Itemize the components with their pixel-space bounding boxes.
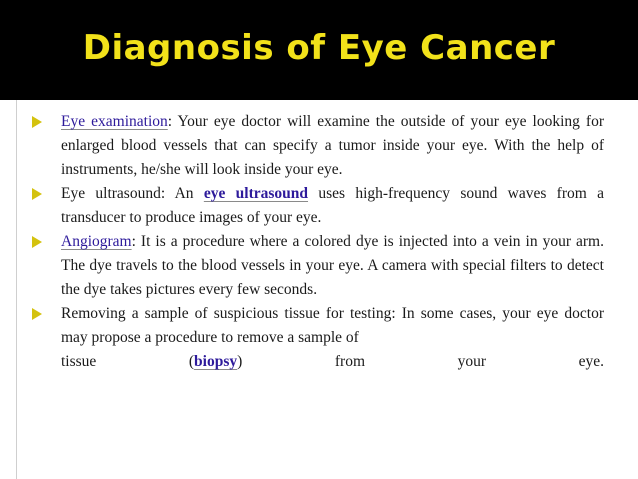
- bullet-text: : It is a procedure where a colored dye is injected into a vein in your arm. The dye travels to the blood vessels in your eye. A camera with special filters to detect the dye takes pictures every few seconds.: [61, 233, 604, 298]
- bullet-text: Removing a sample of suspicious tissue for testing: In some cases, your eye doctor may propose a procedure to remove a sample of: [61, 305, 604, 346]
- arrow-bullet-icon: [32, 308, 42, 320]
- eye-examination-link[interactable]: Eye examination: [61, 113, 168, 130]
- biopsy-group: [189, 350, 242, 374]
- eye-ultrasound-link[interactable]: eye ultrasound: [203, 185, 309, 202]
- bullet-text-suffix: uses high-frequency sound waves from a transducer to produce images of your eye.: [61, 185, 604, 226]
- left-divider: [16, 100, 17, 479]
- bullet-eye-ultrasound: [32, 182, 604, 230]
- arrow-bullet-icon: [32, 188, 42, 200]
- biopsy-link[interactable]: biopsy: [194, 353, 238, 370]
- bullet-biopsy: [32, 302, 604, 374]
- word-tissue: tissue: [61, 353, 97, 370]
- angiogram-link[interactable]: Angiogram: [61, 233, 132, 250]
- close-paren: ): [237, 353, 243, 370]
- arrow-bullet-icon: [32, 116, 42, 128]
- word-from: from: [334, 353, 366, 370]
- bullet-eye-examination: [32, 110, 604, 182]
- word-your: your: [457, 353, 486, 370]
- bullet-list: [32, 110, 604, 374]
- word-eye: eye.: [578, 353, 604, 370]
- title-bar: [0, 0, 638, 100]
- bullet-text: : Your eye doctor will examine the outside of your eye looking for enlarged blood vessels that can specify a tumor inside your eye. With the help of instruments, he/she will look inside your eye.: [61, 113, 604, 178]
- arrow-bullet-icon: [32, 236, 42, 248]
- open-paren: (: [188, 353, 195, 370]
- bullet-angiogram: [32, 230, 604, 302]
- bullet-text-prefix: Eye ultrasound: An: [61, 185, 204, 202]
- bullet-last-line: [61, 350, 604, 374]
- slide-title: Diagnosis of Eye Cancer: [82, 28, 556, 68]
